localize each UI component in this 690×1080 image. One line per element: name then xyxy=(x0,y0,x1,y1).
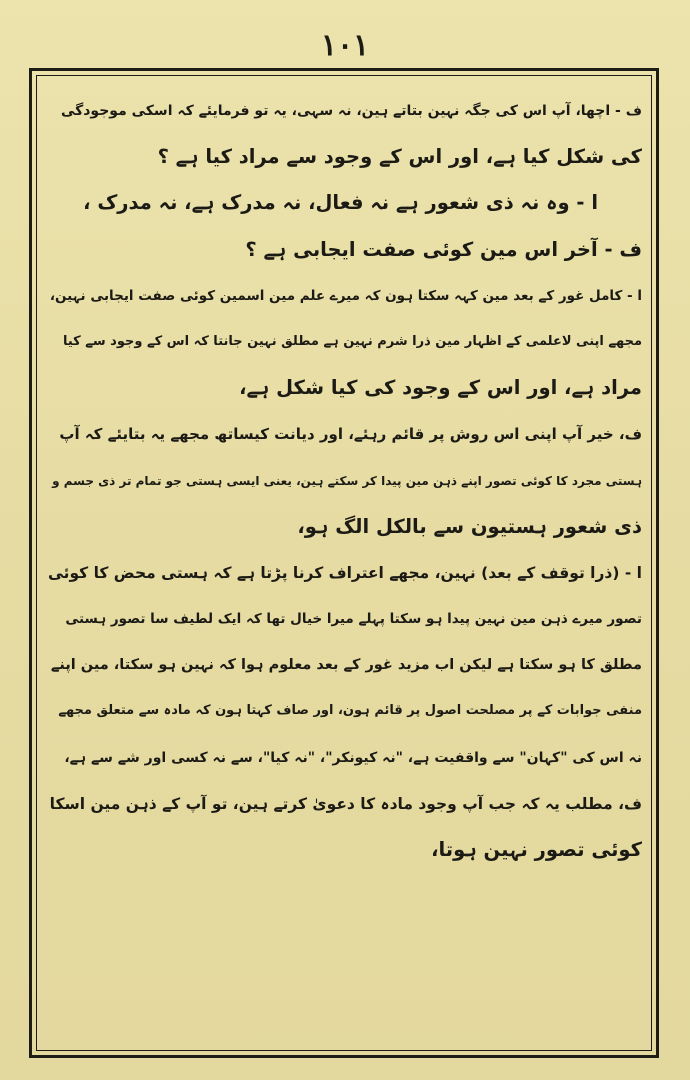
text-line: کی شکل کیا ہے، اور اس کے وجود سے مراد کیا ہے ؟ xyxy=(157,145,642,169)
text-line: ف، خیر آپ اپنی اس روش پر قائم رہئے، اور دیانت کیساتھ مجھے یہ بتایئے کہ آپ xyxy=(59,425,642,444)
text-line: تصور میرے ذہن مین نہین پیدا ہو سکتا پہلے میرا خیال تھا کہ ایک لطیف سا تصور ہستی xyxy=(65,611,642,628)
text-line: ف - آخر اس مین کوئی صفت ایجابی ہے ؟ xyxy=(245,237,642,261)
text-line: مجھے اپنی لاعلمی کے اظہار مین ذرا شرم نہین ہے مطلق نہین جانتا کہ اس کے وجود سے کیا xyxy=(62,333,642,349)
text-line: منفی جوابات کے پر مصلحت اصول پر قائم ہون، اور صاف کہتا ہون کہ مادہ سے متعلق مجھے xyxy=(58,703,642,719)
text-line: مراد ہے، اور اس کے وجود کی کیا شکل ہے، xyxy=(239,376,642,400)
text-line: کوئی تصور نہین ہوتا، xyxy=(431,838,642,861)
text-line: ا - کامل غور کے بعد مین کہہ سکتا ہون کہ میرے علم مین اسمین کوئی صفت ایجابی نہین، xyxy=(49,287,642,304)
text-line: ا - (ذرا توقف کے بعد) نہین، مجھے اعتراف کرنا پڑتا ہے کہ ہستی محض کا کوئی xyxy=(48,563,642,582)
text-line: ا - وہ نہ ذی شعور ہے نہ فعال، نہ مدرک ہے، نہ مدرک ، xyxy=(83,191,598,215)
text-line: ہستی مجرد کا کوئی تصور اپنے ذہن مین پیدا کر سکتے ہین، یعنی ایسی ہستی جو تمام تر ذی جسم و xyxy=(52,473,642,488)
text-line: نہ اس کی "کہان" سے واقفیت ہے، "نہ کیونکر"، "نہ کیا"، سے نہ کسی اور شے سے ہے، xyxy=(64,749,642,766)
text-line: ذی شعور ہستیون سے بالکل الگ ہو، xyxy=(297,514,642,538)
text-line: ف، مطلب یہ کہ جب آپ وجود مادہ کا دعویٰ کرتے ہین، تو آپ کے ذہن مین اسکا xyxy=(49,794,642,813)
page-body-text xyxy=(48,88,642,1038)
page-number: ۱۰۱ xyxy=(320,28,370,63)
text-line: مطلق کا ہو سکتا ہے لیکن اب مزید غور کے بعد معلوم ہوا کہ نہین ہو سکتا، مین اپنے xyxy=(50,657,642,674)
text-line: ف - اچھا، آپ اس کی جگہ نہین بتاتے ہین، نہ سہی، یہ تو فرمایئے کہ اسکی موجودگی xyxy=(60,103,642,119)
